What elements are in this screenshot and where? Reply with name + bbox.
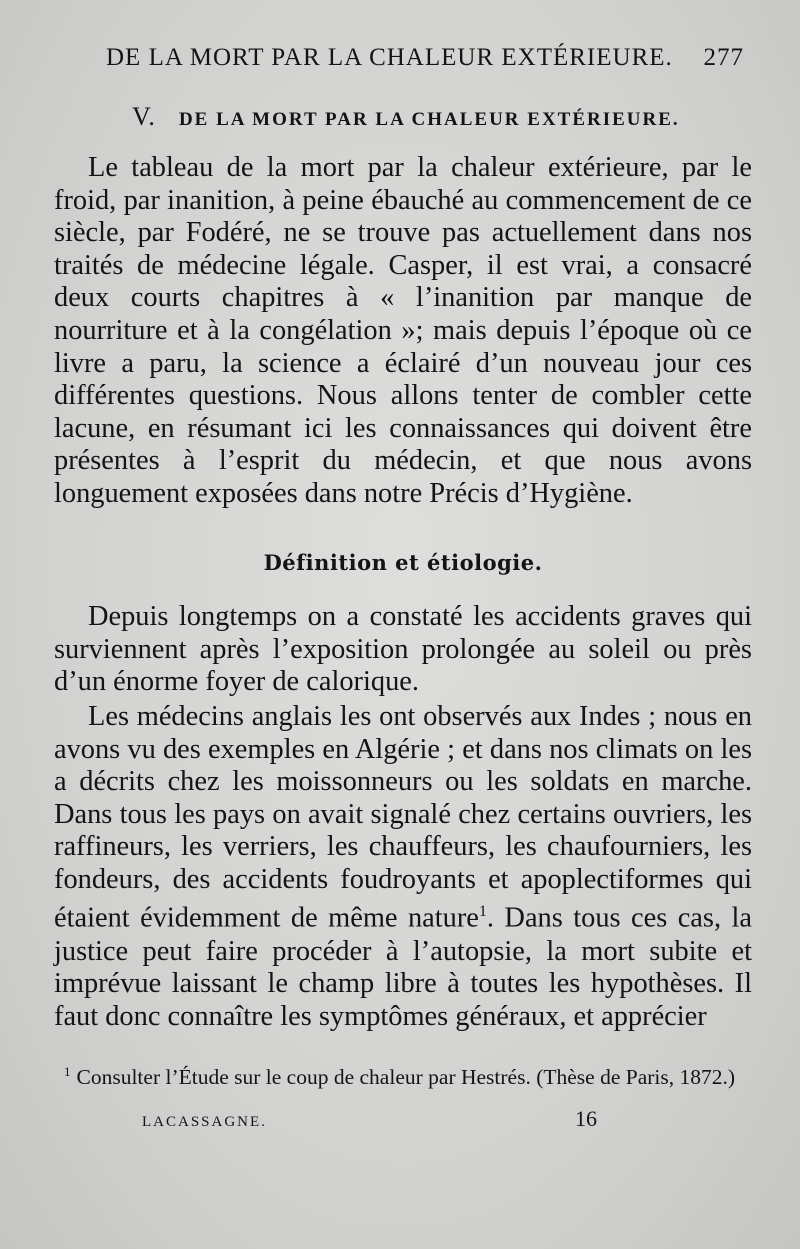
running-head — [106, 44, 744, 72]
running-head-title: DE LA MORT PAR LA CHALEUR EXTÉRIEURE. — [106, 44, 673, 71]
footnote-text: Consulter l’Étude sur le coup de chaleur par Hestrés. (Thèse de Paris, 1872.) — [76, 1065, 736, 1090]
paragraph-2: Depuis longtemps on a constaté les accidents graves qui surviennent après l’exposition prolongée au soleil ou près d’un énorme foyer de calorique. — [54, 601, 752, 698]
section-title: DE LA MORT PAR LA CHALEUR EXTÉRIEURE. — [178, 109, 680, 130]
signature-author: LACASSAGNE. — [142, 1114, 267, 1131]
paragraph-3-part-2: . Dans tous ces cas, la justice peut faire procéder à l’autopsie, la mort subite et imprévue laissant le champ libre à toutes les hypothèses. Il faut donc connaître les symptômes généraux, et apprécier — [54, 902, 752, 1032]
page-number: 277 — [703, 44, 744, 71]
paragraph-3 — [54, 701, 752, 1033]
footnote — [54, 1059, 752, 1090]
footnote-mark: 1 — [64, 1064, 71, 1080]
paragraph-3-part-1: Les médecins anglais les ont observés aux Indes ; nous en avons vu des exemples en Algérie ; et dans nos climats on les a décrits chez les moissonneurs ou les soldats en marche. Dans tous les pays on avait signalé chez certains ouvriers, les raffineurs, les verriers, les chauffeurs, les chaufourniers, les fondeurs, des accidents foudroyants et apoplectiformes qui étaient évidemment de même nature — [54, 700, 752, 934]
body-text — [54, 152, 752, 1033]
paragraph-intro: Le tableau de la mort par la chaleur extérieure, par le froid, par inanition, à peine ébauché au commencement de ce siècle, par Fodéré, ne se trouve pas actuellement dans nos traités de médecine légale. Casper, il est vrai, a consacré deux courts chapitres à « l’inanition par manque de nourriture et à la congélation »; mais depuis l’époque où ce livre a paru, la science a éclairé d’un nouveau jour ces différentes questions. Nous allons tenter de combler cette lacune, en résumant ici les connaissances qui doivent être présentes à l’esprit du médecin, et que nous avons longuement exposées dans notre Précis d’Hygiène. — [54, 152, 752, 509]
subheading: Définition et étiologie. — [263, 549, 543, 575]
section-number: V. — [132, 102, 156, 131]
footnote-reference[interactable]: 1 — [478, 903, 487, 921]
signature-sheet-number: 16 — [575, 1106, 597, 1132]
signature-line — [54, 1106, 752, 1132]
section-heading — [132, 102, 752, 132]
